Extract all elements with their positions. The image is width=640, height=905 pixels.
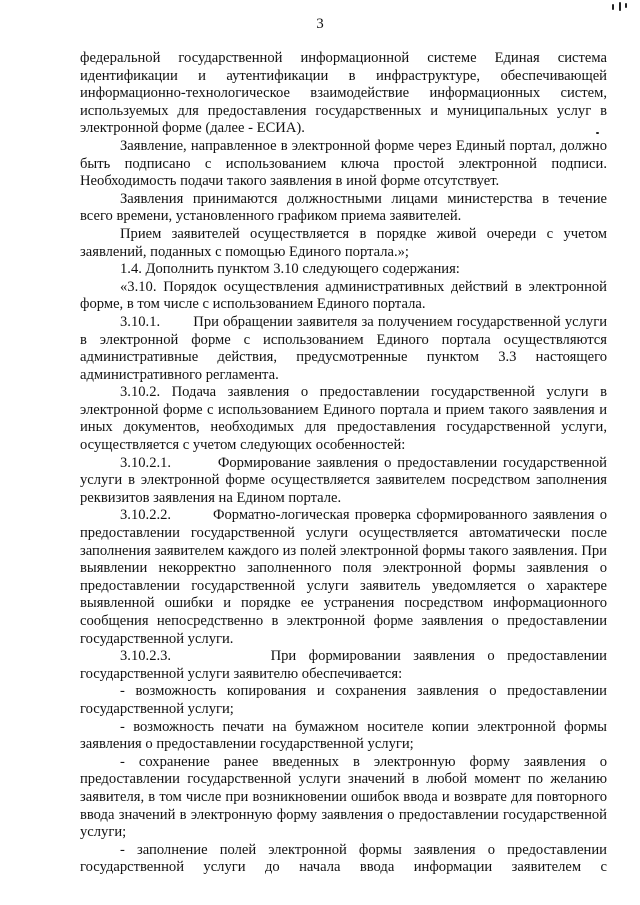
paragraph: 3.10.1. При обращении заявителя за получением государственной услуги в электронной форме с использованием Единого портала осуществляются административные действия, предусмотренные пунктом 3.3 настоящего административного регламента. — [80, 313, 611, 383]
list-item: - возможность копирования и сохранения заявления о предоставлении государственной услуги; — [80, 683, 607, 717]
list-item: - заполнение полей электронной формы заявления о предоставлении государственной услуги до начала ввода информации заявителем с — [80, 841, 607, 876]
paragraph: Заявления принимаются должностными лицами министерства в течение всего времени, установленного графиком приема заявителей. — [80, 190, 607, 225]
paragraph: 1.4. Дополнить пунктом 3.10 следующего содержания: — [120, 261, 460, 278]
paragraph: 3.10.2.3. При формировании заявления о предоставлении государственной услуги заявителю обеспечивается: — [80, 648, 611, 682]
list-item: - сохранение ранее введенных в электронную форму заявления о предоставлении государственной услуги значений в любой момент по желанию заявителя, в том числе при возникновении ошибок ввода и возврате для повторного ввода значений в электронную форму заявления о предоставлении государственной услуги; — [80, 753, 607, 841]
paragraph: 3.10.2.1. Формирование заявления о предоставлении государственной услуги в электронной форме осуществляется заявителем посредством заполнения реквизитов заявления на Едином портале. — [80, 454, 611, 506]
paragraph: федеральной государственной информационной системе Единая система идентификации и аутентификации в инфраструктуре, обеспечивающей информационно-технологическое взаимодействие информационных систем, используемых для предоставления государственных и муниципальных услуг в электронной форме (далее - ЕСИА). — [80, 50, 607, 137]
page-number: 3 — [316, 16, 324, 32]
document-body — [80, 50, 611, 877]
list-item: - возможность печати на бумажном носителе копии электронной формы заявления о предоставлении государственной услуги; — [80, 718, 607, 753]
paragraph: 3.10.2. Подача заявления о предоставлении государственной услуги в электронной форме с использованием Единого портала и прием такого заявления и иных документов, необходимых для предоставления государственной услуги, осуществляется с учетом следующих особенностей: — [80, 384, 607, 454]
scan-speck — [625, 3, 627, 8]
scan-speck — [612, 4, 614, 10]
paragraph: Заявление, направленное в электронной форме через Единый портал, должно быть подписано с использованием ключа простой электронной подписи. Необходимость подачи такого заявления в иной форме отсутствует. — [80, 137, 607, 190]
paragraph: Прием заявителей осуществляется в порядке живой очереди с учетом заявлений, поданных с помощью Единого портала.»; — [80, 225, 607, 260]
paragraph: «3.10. Порядок осуществления административных действий в электронной форме, в том числе с использованием Единого портала. — [80, 278, 607, 313]
scan-speck — [619, 2, 621, 11]
paragraph: 3.10.2.2. Форматно-логическая проверка сформированного заявления о предоставлении государственной услуги осуществляется автоматически после заполнения заявителем каждого из полей электронной формы такого заявления. При выявлении некорректно заполненного поля электронной формы заявления о предоставлении государственной услуги заявитель уведомляется о характере выявленной ошибки и порядке ее устранения посредством информационного сообщения непосредственно в электронной форме заявления о предоставлении государственной услуги. — [80, 507, 611, 647]
